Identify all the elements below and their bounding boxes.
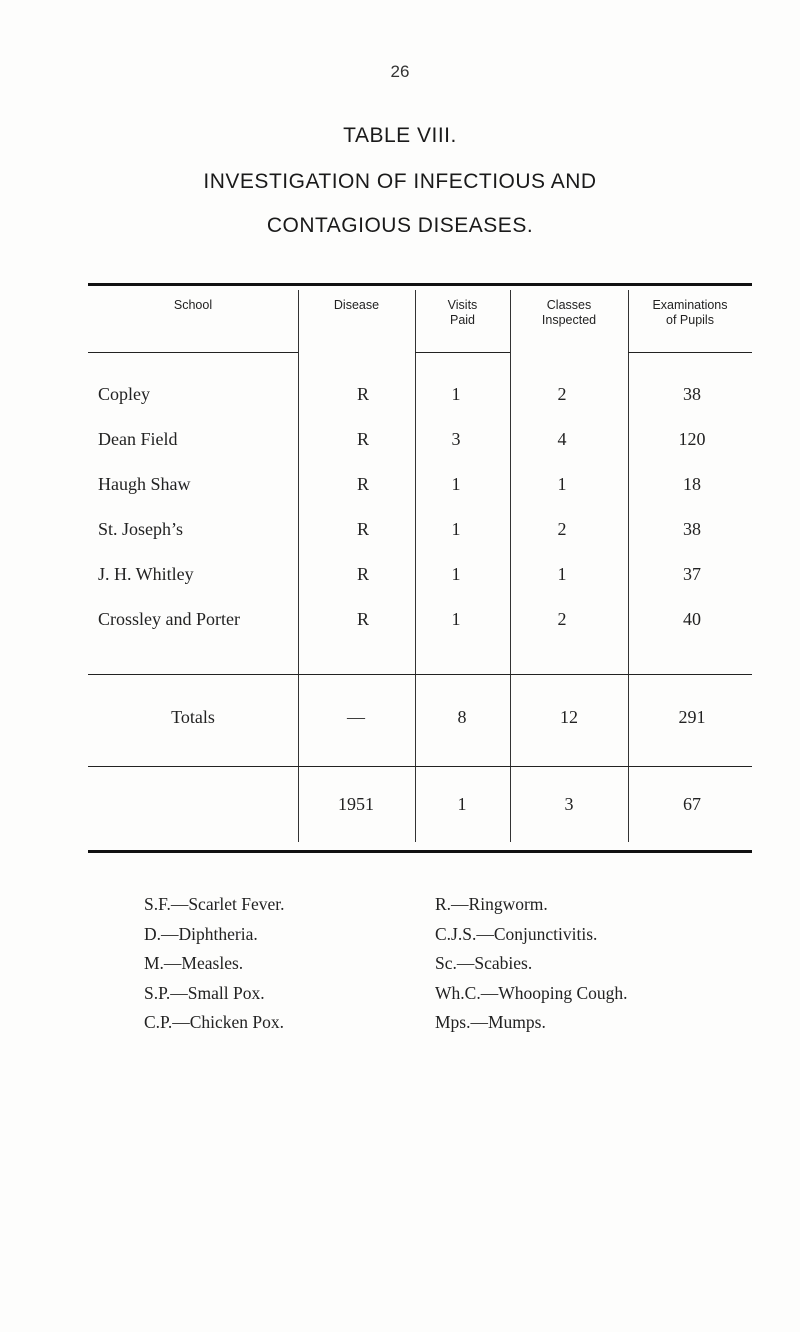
- header-rule-school: [88, 352, 298, 353]
- legend-item: Mps.—Mumps.: [435, 1012, 546, 1032]
- header-exams-line-2: of Pupils: [666, 313, 714, 327]
- table-row: [0, 564, 800, 594]
- table-number-heading: TABLE VIII.: [343, 124, 457, 147]
- exams-cell: 120: [678, 429, 706, 449]
- table-title-line-1: INVESTIGATION OF INFECTIOUS AND: [203, 170, 597, 193]
- previous-year-cell: 1951: [338, 794, 374, 814]
- header-exams-line-1: Examinations: [652, 298, 728, 312]
- school-cell: Dean Field: [98, 429, 178, 449]
- exams-cell: 37: [683, 564, 701, 584]
- exams-cell: 18: [683, 474, 701, 494]
- exams-cell: 38: [683, 519, 701, 539]
- legend-item: C.P.—Chicken Pox.: [144, 1012, 285, 1032]
- header-disease-label: Disease: [333, 298, 380, 312]
- page-number: 26: [390, 62, 410, 81]
- totals-classes-cell: 12: [560, 707, 578, 727]
- classes-cell: 2: [557, 519, 567, 539]
- table-row: [0, 519, 800, 549]
- legend-item: Sc.—Scabies.: [435, 953, 533, 973]
- header-disease: [298, 298, 415, 313]
- classes-cell: 1: [557, 564, 567, 584]
- legend-right-column: [435, 890, 628, 1038]
- school-cell: St. Joseph’s: [98, 519, 184, 539]
- classes-cell: 1: [557, 474, 567, 494]
- totals-top-rule: [88, 674, 752, 675]
- visits-cell: 1: [451, 384, 461, 404]
- previous-exams-cell: 67: [683, 794, 701, 814]
- header-classes-line-2: Inspected: [541, 313, 597, 327]
- school-cell: Haugh Shaw: [98, 474, 191, 494]
- disease-cell: R: [356, 384, 369, 404]
- classes-cell: 4: [557, 429, 567, 449]
- table-bottom-rule: [88, 850, 752, 853]
- exams-cell: 38: [683, 384, 701, 404]
- table-row: [0, 429, 800, 459]
- legend-item: M.—Measles.: [144, 953, 244, 973]
- disease-cell: R: [356, 474, 369, 494]
- visits-cell: 3: [451, 429, 461, 449]
- table-title-line-2: CONTAGIOUS DISEASES.: [266, 214, 534, 237]
- totals-bottom-rule: [88, 766, 752, 767]
- legend-left-column: [144, 890, 285, 1038]
- header-school: [88, 298, 298, 313]
- legend-item: D.—Diphtheria.: [144, 923, 258, 944]
- disease-cell: R: [356, 429, 369, 449]
- visits-cell: 1: [451, 609, 461, 629]
- header-classes-inspected: [510, 298, 628, 328]
- exams-cell: 40: [683, 609, 701, 629]
- header-examinations: [628, 298, 752, 328]
- school-cell: Copley: [98, 384, 150, 404]
- previous-classes-cell: 3: [564, 794, 574, 814]
- disease-cell: R: [356, 519, 369, 539]
- previous-year-row: [0, 794, 800, 824]
- legend-item: R.—Ringworm.: [435, 894, 548, 914]
- visits-cell: 1: [451, 519, 461, 539]
- header-classes-line-1: Classes: [546, 298, 592, 312]
- visits-cell: 1: [451, 474, 461, 494]
- legend-item: S.F.—Scarlet Fever.: [144, 894, 285, 914]
- totals-disease-cell: —: [347, 707, 365, 727]
- table-row: [0, 384, 800, 414]
- header-visits-line-2: Paid: [449, 313, 476, 327]
- header-rule-exams: [628, 352, 752, 353]
- school-cell: Crossley and Porter: [98, 609, 240, 629]
- legend-item: S.P.—Small Pox.: [144, 982, 265, 1003]
- disease-cell: R: [356, 609, 369, 629]
- totals-label: Totals: [171, 707, 215, 727]
- totals-row: [0, 707, 800, 737]
- legend-item: C.J.S.—Conjunctivitis.: [435, 923, 598, 944]
- table-row: [0, 609, 800, 639]
- table-top-rule: [88, 283, 752, 286]
- disease-cell: R: [356, 564, 369, 584]
- header-rule-visits: [415, 352, 510, 353]
- header-school-label: School: [173, 298, 213, 312]
- totals-exams-cell: 291: [678, 707, 706, 727]
- legend-item: Wh.C.—Whooping Cough.: [435, 982, 628, 1003]
- school-cell: J. H. Whitley: [98, 564, 194, 584]
- header-visits-paid: [415, 298, 510, 328]
- table-row: [0, 474, 800, 504]
- classes-cell: 2: [557, 384, 567, 404]
- classes-cell: 2: [557, 609, 567, 629]
- visits-cell: 1: [451, 564, 461, 584]
- previous-visits-cell: 1: [457, 794, 467, 814]
- totals-visits-cell: 8: [457, 707, 467, 727]
- header-visits-line-1: Visits: [447, 298, 478, 312]
